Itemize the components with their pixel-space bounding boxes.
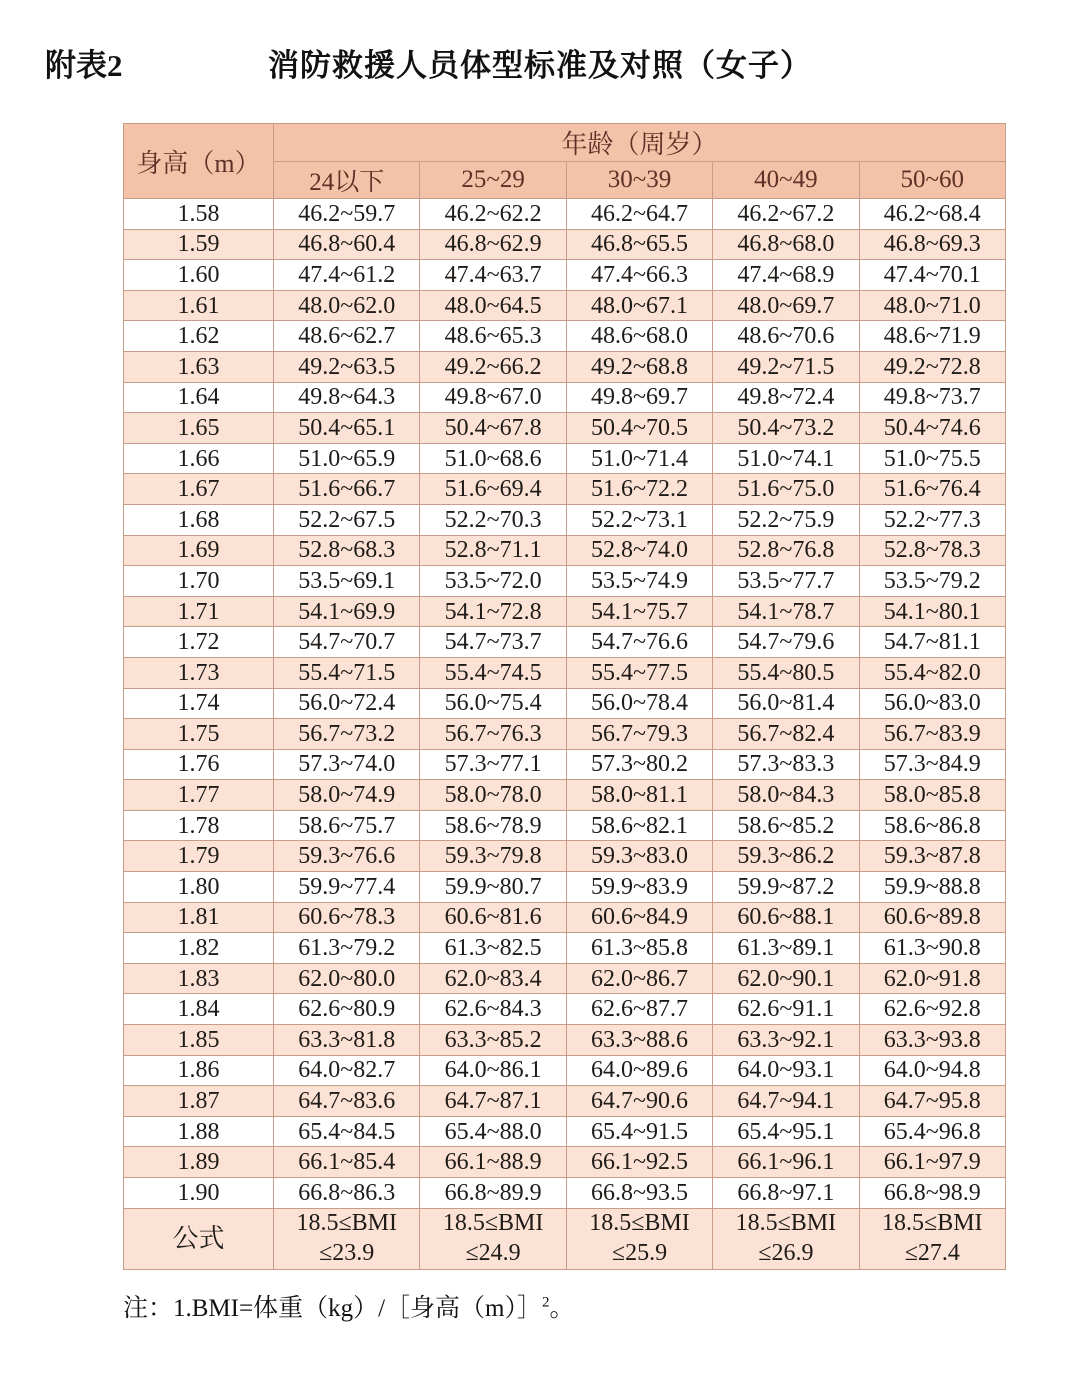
height-cell: 1.63 <box>124 351 274 382</box>
weight-range-cell: 60.6~88.1 <box>713 902 859 933</box>
height-cell: 1.85 <box>124 1025 274 1056</box>
weight-range-cell: 50.4~67.8 <box>420 413 566 444</box>
weight-range-cell: 58.6~78.9 <box>420 810 566 841</box>
weight-range-cell: 56.7~83.9 <box>859 719 1005 750</box>
weight-range-cell: 47.4~61.2 <box>274 260 420 291</box>
weight-range-cell: 52.8~76.8 <box>713 535 859 566</box>
table-row <box>124 841 1006 872</box>
weight-range-cell: 46.8~62.9 <box>420 229 566 260</box>
height-cell: 1.76 <box>124 749 274 780</box>
table-row <box>124 413 1006 444</box>
formula-line1: 18.5≤BMI <box>296 1210 397 1237</box>
weight-range-cell: 55.4~82.0 <box>859 657 1005 688</box>
table-row <box>124 872 1006 903</box>
weight-range-cell: 61.3~90.8 <box>859 933 1005 964</box>
weight-range-cell: 49.8~64.3 <box>274 382 420 413</box>
height-cell: 1.74 <box>124 688 274 719</box>
table-row <box>124 443 1006 474</box>
weight-range-cell: 50.4~65.1 <box>274 413 420 444</box>
table-row <box>124 688 1006 719</box>
weight-range-cell: 46.2~59.7 <box>274 199 420 230</box>
weight-range-cell: 61.3~79.2 <box>274 933 420 964</box>
weight-range-cell: 47.4~66.3 <box>566 260 712 291</box>
height-cell: 1.59 <box>124 229 274 260</box>
weight-range-cell: 66.1~97.9 <box>859 1147 1005 1178</box>
table-row <box>124 933 1006 964</box>
height-cell: 1.60 <box>124 260 274 291</box>
weight-range-cell: 53.5~74.9 <box>566 566 712 597</box>
weight-range-cell: 54.7~70.7 <box>274 627 420 658</box>
formula-line1: 18.5≤BMI <box>589 1210 690 1237</box>
weight-range-cell: 52.8~78.3 <box>859 535 1005 566</box>
weight-range-cell: 62.0~90.1 <box>713 963 859 994</box>
footnote-text: 注：1.BMI=体重（kg）/［身高（m）］ <box>123 1295 542 1322</box>
weight-range-cell: 52.8~71.1 <box>420 535 566 566</box>
weight-range-cell: 52.2~70.3 <box>420 504 566 535</box>
weight-range-cell: 51.6~72.2 <box>566 474 712 505</box>
table-row <box>124 382 1006 413</box>
weight-range-cell: 66.8~86.3 <box>274 1178 420 1209</box>
weight-range-cell: 50.4~73.2 <box>713 413 859 444</box>
weight-range-cell: 54.7~79.6 <box>713 627 859 658</box>
weight-range-cell: 58.6~85.2 <box>713 810 859 841</box>
height-cell: 1.71 <box>124 596 274 627</box>
weight-range-cell: 59.9~80.7 <box>420 872 566 903</box>
height-cell: 1.65 <box>124 413 274 444</box>
weight-range-cell: 63.3~88.6 <box>566 1025 712 1056</box>
table-row <box>124 229 1006 260</box>
weight-range-cell: 48.6~70.6 <box>713 321 859 352</box>
table-row <box>124 994 1006 1025</box>
weight-range-cell: 56.7~73.2 <box>274 719 420 750</box>
height-cell: 1.61 <box>124 290 274 321</box>
weight-range-cell: 64.0~82.7 <box>274 1055 420 1086</box>
weight-range-cell: 66.1~85.4 <box>274 1147 420 1178</box>
formula-line1: 18.5≤BMI <box>735 1210 837 1237</box>
table-row <box>124 657 1006 688</box>
weight-range-cell: 59.3~79.8 <box>420 841 566 872</box>
weight-range-cell: 47.4~63.7 <box>420 260 566 291</box>
weight-range-cell: 56.0~78.4 <box>566 688 712 719</box>
weight-range-cell: 48.6~71.9 <box>859 321 1005 352</box>
weight-range-cell: 58.6~75.7 <box>274 810 420 841</box>
height-cell: 1.87 <box>124 1086 274 1117</box>
weight-range-cell: 51.6~75.0 <box>713 474 859 505</box>
footnote-period: 。 <box>549 1295 575 1322</box>
weight-range-cell: 59.9~87.2 <box>713 872 859 903</box>
weight-range-cell: 58.0~84.3 <box>713 780 859 811</box>
weight-range-cell: 59.9~88.8 <box>859 872 1005 903</box>
table-row <box>124 596 1006 627</box>
weight-range-cell: 46.2~64.7 <box>566 199 712 230</box>
height-cell: 1.84 <box>124 994 274 1025</box>
title-row <box>0 40 1080 84</box>
weight-range-cell: 51.0~75.5 <box>859 443 1005 474</box>
table-row <box>124 1055 1006 1086</box>
weight-range-cell: 51.0~74.1 <box>713 443 859 474</box>
weight-range-cell: 53.5~69.1 <box>274 566 420 597</box>
weight-range-cell: 55.4~71.5 <box>274 657 420 688</box>
weight-range-cell: 66.1~88.9 <box>420 1147 566 1178</box>
height-cell: 1.67 <box>124 474 274 505</box>
table-row <box>124 810 1006 841</box>
weight-range-cell: 59.9~77.4 <box>274 872 420 903</box>
weight-range-cell: 64.0~94.8 <box>859 1055 1005 1086</box>
weight-range-cell: 62.0~86.7 <box>566 963 712 994</box>
formula-cell <box>859 1208 1005 1269</box>
weight-range-cell: 49.8~67.0 <box>420 382 566 413</box>
weight-range-cell: 46.8~60.4 <box>274 229 420 260</box>
weight-range-cell: 46.8~69.3 <box>859 229 1005 260</box>
weight-range-cell: 56.7~82.4 <box>713 719 859 750</box>
table-row <box>124 566 1006 597</box>
formula-line2: ≤23.9 <box>319 1239 375 1266</box>
formula-label-cell: 公式 <box>124 1208 274 1269</box>
table-row <box>124 1178 1006 1209</box>
height-cell: 1.68 <box>124 504 274 535</box>
weight-range-cell: 51.0~68.6 <box>420 443 566 474</box>
weight-range-cell: 61.3~82.5 <box>420 933 566 964</box>
weight-range-cell: 54.1~75.7 <box>566 596 712 627</box>
table-body <box>124 199 1006 1270</box>
age-header-cell: 年龄（周岁） <box>274 124 1006 162</box>
weight-range-cell: 63.3~92.1 <box>713 1025 859 1056</box>
weight-range-cell: 62.6~87.7 <box>566 994 712 1025</box>
weight-range-cell: 46.2~67.2 <box>713 199 859 230</box>
weight-range-cell: 57.3~77.1 <box>420 749 566 780</box>
weight-range-cell: 62.6~91.1 <box>713 994 859 1025</box>
formula-line2: ≤24.9 <box>465 1239 521 1266</box>
weight-range-cell: 59.3~76.6 <box>274 841 420 872</box>
formula-cell <box>420 1208 566 1269</box>
weight-range-cell: 48.0~69.7 <box>713 290 859 321</box>
weight-range-cell: 49.2~63.5 <box>274 351 420 382</box>
weight-range-cell: 66.8~93.5 <box>566 1178 712 1209</box>
table-row <box>124 351 1006 382</box>
formula-line2: ≤27.4 <box>904 1239 960 1266</box>
height-cell: 1.62 <box>124 321 274 352</box>
weight-range-cell: 57.3~83.3 <box>713 749 859 780</box>
weight-range-cell: 46.8~68.0 <box>713 229 859 260</box>
weight-range-cell: 60.6~81.6 <box>420 902 566 933</box>
weight-range-cell: 48.0~71.0 <box>859 290 1005 321</box>
weight-range-cell: 63.3~81.8 <box>274 1025 420 1056</box>
footnote-superscript: 2 <box>541 1294 550 1311</box>
weight-range-cell: 46.8~65.5 <box>566 229 712 260</box>
height-cell: 1.66 <box>124 443 274 474</box>
weight-range-cell: 64.7~94.1 <box>713 1086 859 1117</box>
table-row <box>124 749 1006 780</box>
weight-range-cell: 48.0~64.5 <box>420 290 566 321</box>
weight-range-cell: 52.8~68.3 <box>274 535 420 566</box>
weight-range-cell: 64.7~90.6 <box>566 1086 712 1117</box>
weight-range-cell: 48.0~62.0 <box>274 290 420 321</box>
weight-range-cell: 52.2~75.9 <box>713 504 859 535</box>
weight-range-cell: 48.6~65.3 <box>420 321 566 352</box>
weight-range-cell: 61.3~85.8 <box>566 933 712 964</box>
weight-range-cell: 56.7~79.3 <box>566 719 712 750</box>
weight-range-cell: 54.1~78.7 <box>713 596 859 627</box>
weight-range-cell: 60.6~84.9 <box>566 902 712 933</box>
table-row <box>124 504 1006 535</box>
weight-range-cell: 51.6~69.4 <box>420 474 566 505</box>
table-row <box>124 780 1006 811</box>
weight-range-cell: 64.0~93.1 <box>713 1055 859 1086</box>
height-cell: 1.72 <box>124 627 274 658</box>
weight-range-cell: 59.3~86.2 <box>713 841 859 872</box>
weight-range-cell: 58.6~86.8 <box>859 810 1005 841</box>
formula-cell <box>566 1208 712 1269</box>
table-row <box>124 535 1006 566</box>
height-cell: 1.80 <box>124 872 274 903</box>
footnote <box>123 1288 575 1324</box>
weight-range-cell: 56.0~81.4 <box>713 688 859 719</box>
weight-range-cell: 49.8~69.7 <box>566 382 712 413</box>
weight-range-cell: 53.5~77.7 <box>713 566 859 597</box>
table-row <box>124 1116 1006 1147</box>
height-cell: 1.75 <box>124 719 274 750</box>
formula-line2: ≤26.9 <box>758 1239 814 1266</box>
table-header <box>124 124 1006 199</box>
weight-range-cell: 62.0~91.8 <box>859 963 1005 994</box>
weight-range-cell: 57.3~80.2 <box>566 749 712 780</box>
table-row <box>124 199 1006 230</box>
weight-range-cell: 62.6~92.8 <box>859 994 1005 1025</box>
weight-range-cell: 59.9~83.9 <box>566 872 712 903</box>
weight-range-cell: 60.6~78.3 <box>274 902 420 933</box>
weight-range-cell: 54.7~76.6 <box>566 627 712 658</box>
weight-range-cell: 64.7~95.8 <box>859 1086 1005 1117</box>
weight-range-cell: 58.0~85.8 <box>859 780 1005 811</box>
height-cell: 1.86 <box>124 1055 274 1086</box>
age-column-header: 24以下 <box>274 162 420 199</box>
table-row <box>124 963 1006 994</box>
height-header-cell: 身高（m） <box>124 124 274 199</box>
height-cell: 1.89 <box>124 1147 274 1178</box>
weight-range-cell: 48.6~68.0 <box>566 321 712 352</box>
height-cell: 1.79 <box>124 841 274 872</box>
weight-range-cell: 58.6~82.1 <box>566 810 712 841</box>
formula-line2: ≤25.9 <box>611 1239 668 1266</box>
formula-line1: 18.5≤BMI <box>442 1210 544 1237</box>
weight-range-cell: 58.0~78.0 <box>420 780 566 811</box>
age-column-header: 40~49 <box>713 162 859 199</box>
weight-range-cell: 55.4~77.5 <box>566 657 712 688</box>
weight-range-cell: 56.0~72.4 <box>274 688 420 719</box>
age-column-header: 50~60 <box>859 162 1005 199</box>
weight-range-cell: 58.0~74.9 <box>274 780 420 811</box>
weight-range-cell: 65.4~88.0 <box>420 1116 566 1147</box>
weight-range-cell: 57.3~74.0 <box>274 749 420 780</box>
height-cell: 1.58 <box>124 199 274 230</box>
appendix-label: 附表2 <box>45 48 123 83</box>
weight-range-cell: 64.7~83.6 <box>274 1086 420 1117</box>
weight-range-cell: 52.2~73.1 <box>566 504 712 535</box>
header-row-top <box>124 124 1006 162</box>
table-row <box>124 474 1006 505</box>
height-cell: 1.81 <box>124 902 274 933</box>
table-row <box>124 290 1006 321</box>
weight-range-cell: 55.4~74.5 <box>420 657 566 688</box>
table-row <box>124 902 1006 933</box>
weight-range-cell: 56.0~75.4 <box>420 688 566 719</box>
weight-range-cell: 54.1~69.9 <box>274 596 420 627</box>
weight-range-cell: 62.6~84.3 <box>420 994 566 1025</box>
weight-range-cell: 66.8~98.9 <box>859 1178 1005 1209</box>
weight-range-cell: 63.3~85.2 <box>420 1025 566 1056</box>
weight-range-cell: 60.6~89.8 <box>859 902 1005 933</box>
weight-range-cell: 56.0~83.0 <box>859 688 1005 719</box>
weight-range-cell: 47.4~68.9 <box>713 260 859 291</box>
weight-range-cell: 65.4~91.5 <box>566 1116 712 1147</box>
weight-range-cell: 66.1~96.1 <box>713 1147 859 1178</box>
weight-range-cell: 52.2~77.3 <box>859 504 1005 535</box>
weight-range-cell: 59.3~87.8 <box>859 841 1005 872</box>
height-cell: 1.64 <box>124 382 274 413</box>
weight-range-cell: 53.5~79.2 <box>859 566 1005 597</box>
weight-range-cell: 50.4~74.6 <box>859 413 1005 444</box>
weight-range-cell: 49.8~73.7 <box>859 382 1005 413</box>
table-row <box>124 1147 1006 1178</box>
weight-range-cell: 66.8~97.1 <box>713 1178 859 1209</box>
weight-range-cell: 62.0~80.0 <box>274 963 420 994</box>
table-row <box>124 1025 1006 1056</box>
weight-range-cell: 49.2~71.5 <box>713 351 859 382</box>
weight-range-cell: 48.6~62.7 <box>274 321 420 352</box>
weight-range-cell: 54.1~72.8 <box>420 596 566 627</box>
weight-range-cell: 64.0~86.1 <box>420 1055 566 1086</box>
weight-range-cell: 49.2~66.2 <box>420 351 566 382</box>
table-row <box>124 1086 1006 1117</box>
weight-range-cell: 51.6~66.7 <box>274 474 420 505</box>
weight-range-cell: 51.0~65.9 <box>274 443 420 474</box>
height-cell: 1.83 <box>124 963 274 994</box>
weight-range-cell: 47.4~70.1 <box>859 260 1005 291</box>
height-cell: 1.73 <box>124 657 274 688</box>
weight-range-cell: 58.0~81.1 <box>566 780 712 811</box>
weight-range-cell: 62.0~83.4 <box>420 963 566 994</box>
height-cell: 1.70 <box>124 566 274 597</box>
height-cell: 1.90 <box>124 1178 274 1209</box>
weight-range-cell: 46.2~68.4 <box>859 199 1005 230</box>
table-row <box>124 719 1006 750</box>
weight-range-cell: 54.7~73.7 <box>420 627 566 658</box>
formula-cell <box>713 1208 859 1269</box>
weight-range-cell: 65.4~84.5 <box>274 1116 420 1147</box>
weight-range-cell: 63.3~93.8 <box>859 1025 1005 1056</box>
weight-range-cell: 51.0~71.4 <box>566 443 712 474</box>
bmi-table <box>123 123 1006 1270</box>
age-column-header: 25~29 <box>420 162 566 199</box>
weight-range-cell: 48.0~67.1 <box>566 290 712 321</box>
weight-range-cell: 56.7~76.3 <box>420 719 566 750</box>
formula-row <box>124 1208 1006 1269</box>
formula-cell <box>274 1208 420 1269</box>
table-row <box>124 260 1006 291</box>
age-column-header: 30~39 <box>566 162 712 199</box>
table-row <box>124 321 1006 352</box>
weight-range-cell: 52.2~67.5 <box>274 504 420 535</box>
weight-range-cell: 59.3~83.0 <box>566 841 712 872</box>
weight-range-cell: 49.8~72.4 <box>713 382 859 413</box>
weight-range-cell: 55.4~80.5 <box>713 657 859 688</box>
page-title: 消防救援人员体型标准及对照（女子） <box>268 48 812 83</box>
weight-range-cell: 53.5~72.0 <box>420 566 566 597</box>
weight-range-cell: 65.4~96.8 <box>859 1116 1005 1147</box>
weight-range-cell: 50.4~70.5 <box>566 413 712 444</box>
table-row <box>124 627 1006 658</box>
formula-line1: 18.5≤BMI <box>882 1210 983 1237</box>
weight-range-cell: 65.4~95.1 <box>713 1116 859 1147</box>
height-cell: 1.78 <box>124 810 274 841</box>
weight-range-cell: 66.8~89.9 <box>420 1178 566 1209</box>
height-cell: 1.88 <box>124 1116 274 1147</box>
weight-range-cell: 51.6~76.4 <box>859 474 1005 505</box>
height-cell: 1.69 <box>124 535 274 566</box>
weight-range-cell: 62.6~80.9 <box>274 994 420 1025</box>
weight-range-cell: 57.3~84.9 <box>859 749 1005 780</box>
weight-range-cell: 49.2~72.8 <box>859 351 1005 382</box>
weight-range-cell: 64.7~87.1 <box>420 1086 566 1117</box>
weight-range-cell: 64.0~89.6 <box>566 1055 712 1086</box>
weight-range-cell: 49.2~68.8 <box>566 351 712 382</box>
weight-range-cell: 54.7~81.1 <box>859 627 1005 658</box>
weight-range-cell: 66.1~92.5 <box>566 1147 712 1178</box>
height-cell: 1.82 <box>124 933 274 964</box>
weight-range-cell: 52.8~74.0 <box>566 535 712 566</box>
weight-range-cell: 61.3~89.1 <box>713 933 859 964</box>
height-cell: 1.77 <box>124 780 274 811</box>
weight-range-cell: 54.1~80.1 <box>859 596 1005 627</box>
weight-range-cell: 46.2~62.2 <box>420 199 566 230</box>
